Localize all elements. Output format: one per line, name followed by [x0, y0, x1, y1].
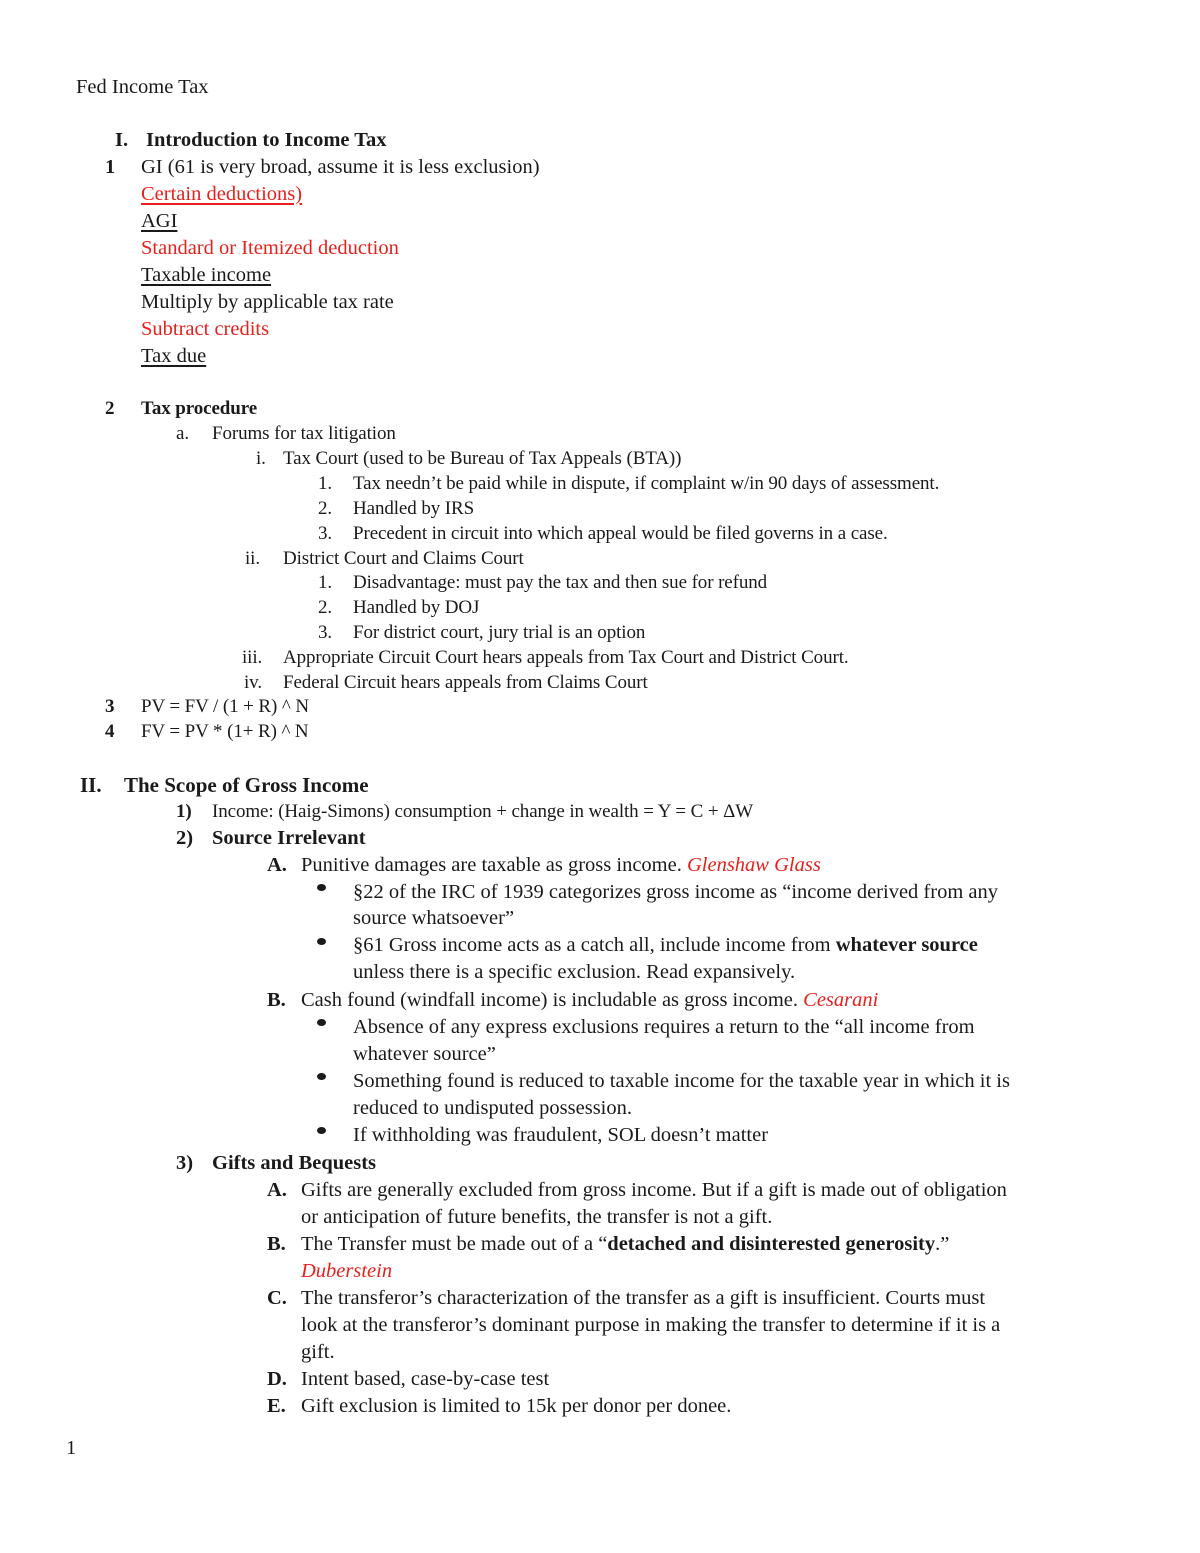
flow-step-tax-due: Tax due [141, 345, 207, 367]
bullet-text: Absence of any express exclusions requires a return to the “all income from [353, 1016, 975, 1038]
list-marker: 1) [176, 801, 192, 822]
flow-step-deductions: Certain deductions) [141, 183, 303, 205]
list-marker: 3. [318, 523, 333, 544]
list-marker: 2) [176, 827, 194, 849]
list-item: Precedent in circuit into which appeal would be filed governs in a case. [353, 523, 888, 544]
section-heading: The Scope of Gross Income [124, 773, 369, 797]
list-marker: 3) [176, 1152, 194, 1174]
list-item: The Transfer must be made out of a “detached and disinterested generosity.” [301, 1233, 950, 1255]
bullet-icon [317, 884, 326, 891]
subsection-heading: Gifts and Bequests [212, 1152, 377, 1174]
flow-step-gross-income: GI (61 is very broad, assume it is less exclusion) [141, 156, 540, 178]
bullet-text: whatever source” [353, 1043, 496, 1065]
list-item: Disadvantage: must pay the tax and then sue for refund [353, 572, 768, 593]
list-marker: 1. [318, 572, 333, 593]
list-item: Handled by DOJ [353, 597, 480, 618]
list-item: Appropriate Circuit Court hears appeals from Tax Court and District Court. [283, 647, 849, 668]
list-item: gift. [301, 1341, 335, 1363]
list-marker: iii. [242, 647, 263, 668]
bullet-text: §61 Gross income acts as a catch all, include income from whatever source [353, 934, 978, 956]
bullet-icon [317, 1073, 326, 1080]
bullet-icon [317, 1127, 326, 1134]
case-citation: Duberstein [301, 1260, 393, 1282]
list-item: Federal Circuit hears appeals from Claims Court [283, 672, 648, 693]
list-item: Gifts are generally excluded from gross income. But if a gift is made out of obligation [301, 1179, 1007, 1201]
list-marker: A. [267, 1179, 287, 1201]
list-marker: a. [176, 423, 189, 444]
section-heading: Introduction to Income Tax [146, 129, 387, 151]
subsection-heading: Source Irrelevant [212, 827, 366, 849]
list-marker: D. [267, 1368, 287, 1390]
flow-step-standard-itemized: Standard or Itemized deduction [141, 237, 399, 259]
list-item: Handled by IRS [353, 498, 475, 519]
list-item: Punitive damages are taxable as gross income. Glenshaw Glass [301, 854, 821, 876]
list-item: Tax needn’t be paid while in dispute, if complaint w/in 90 days of assessment. [353, 473, 940, 494]
list-item: Forums for tax litigation [212, 423, 396, 444]
bullet-icon [317, 1019, 326, 1026]
case-citation: Cesarani [803, 989, 879, 1011]
bullet-text: source whatsoever” [353, 907, 515, 929]
flow-step-taxable-income: Taxable income [141, 264, 272, 286]
list-item: Cash found (windfall income) is includable as gross income. Cesarani [301, 989, 879, 1011]
list-marker: B. [267, 1233, 286, 1255]
case-citation: Glenshaw Glass [686, 854, 821, 876]
bullet-text: If withholding was fraudulent, SOL doesn’t matter [353, 1124, 769, 1146]
list-item: For district court, jury trial is an option [353, 622, 646, 643]
list-marker: C. [267, 1287, 287, 1309]
list-marker: 2. [318, 498, 333, 519]
item-number: 1 [105, 156, 116, 178]
flow-step-multiply-rate: Multiply by applicable tax rate [141, 291, 394, 313]
list-item: or anticipation of future benefits, the transfer is not a gift. [301, 1206, 773, 1228]
formula-future-value: FV = PV * (1+ R) ^ N [141, 721, 309, 742]
bullet-text: §22 of the IRC of 1939 categorizes gross income as “income derived from any [353, 881, 998, 903]
list-item: Intent based, case-by-case test [301, 1368, 550, 1390]
list-item: District Court and Claims Court [283, 548, 524, 569]
bullet-text: reduced to undisputed possession. [353, 1097, 632, 1119]
page-number: 1 [66, 1437, 77, 1459]
list-marker: B. [267, 989, 286, 1011]
list-marker: iv. [244, 672, 262, 693]
section-number: I. [115, 129, 129, 151]
list-marker: 3. [318, 622, 333, 643]
list-marker: i. [256, 448, 266, 469]
bullet-icon [317, 938, 326, 945]
formula-present-value: PV = FV / (1 + R) ^ N [141, 696, 309, 717]
subsection-heading: Tax procedure [141, 398, 258, 419]
list-item: Tax Court (used to be Bureau of Tax Appeals (BTA)) [283, 448, 682, 469]
flow-step-subtract-credits: Subtract credits [141, 318, 270, 340]
list-marker: A. [267, 854, 287, 876]
list-marker: ii. [245, 548, 261, 569]
item-number: 2 [105, 398, 115, 419]
bullet-text: Something found is reduced to taxable income for the taxable year in which it is [353, 1070, 1010, 1092]
item-number: 3 [105, 696, 115, 717]
document-header-title: Fed Income Tax [76, 76, 209, 98]
list-marker: E. [267, 1395, 286, 1417]
list-marker: 2. [318, 597, 333, 618]
section-number: II. [80, 773, 102, 797]
bullet-text: unless there is a specific exclusion. Read expansively. [353, 961, 796, 983]
flow-step-agi: AGI [141, 210, 178, 232]
item-number: 4 [105, 721, 115, 742]
list-item: The transferor’s characterization of the transfer as a gift is insufficient. Courts must [301, 1287, 986, 1309]
list-marker: 1. [318, 473, 333, 494]
list-item: Gift exclusion is limited to 15k per donor per donee. [301, 1395, 732, 1417]
list-item: Income: (Haig-Simons) consumption + change in wealth = Y = C + ΔW [212, 801, 754, 822]
list-item: look at the transferor’s dominant purpose in making the transfer to determine if it is a [301, 1314, 1001, 1336]
